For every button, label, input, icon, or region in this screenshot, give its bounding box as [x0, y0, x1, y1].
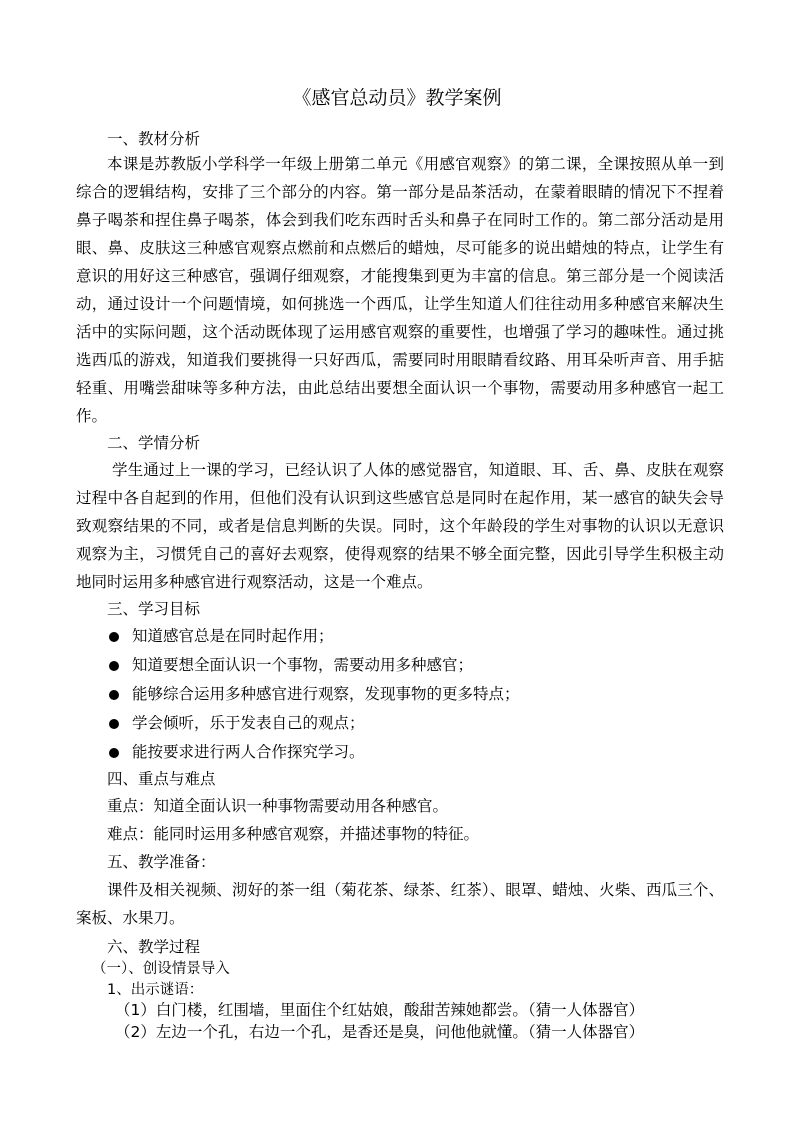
list-item: 知道感官总是在同时起作用；: [107, 622, 520, 651]
difficulty-text: 难点：能同时运用多种感官观察，并描述事物的特征。: [107, 825, 480, 843]
riddle-2: （2）左边一个孔，右边一个孔，是香还是臭，问他他就懂。（猜一人体器官）: [115, 1023, 645, 1041]
riddle-1: （1）白门楼，红围墙，里面住个红姑娘，酸甜苦辣她都尝。（猜一人体器官）: [115, 1001, 645, 1019]
section-heading-key-points: 四、重点与难点: [107, 770, 216, 788]
section-heading-process: 六、教学过程: [107, 938, 201, 956]
list-item: 能够综合运用多种感官进行观察，发现事物的更多特点；: [107, 680, 520, 709]
list-item: 知道要想全面认识一个事物，需要动用多种感官；: [107, 651, 520, 680]
section-heading-materials: 一、教材分析: [107, 130, 201, 148]
paragraph-materials: 本课是苏教版小学科学一年级上册第二单元《用感官观察》的第二课，全课按照从单一到综合的逻辑结构，安排了三个部分的内容。第一部分是品茶活动，在蒙着眼睛的情况下不捏着鼻子喝茶和捏住鼻子喝茶，体会到我们吃东西时舌头和鼻子在同时工作的。第二部分活动是用眼、鼻、皮肤这三种感官观察点燃前和点燃后的蜡烛，尽可能多的说出蜡烛的特点，让学生有意识的用好这三种感官，强调仔细观察，才能搜集到更为丰富的信息。第三部分是一个阅读活动，通过设计一个问题情境，如何挑选一个西瓜，让学生知道人们往往动用多种感官来解决生活中的实际问题，这个活动既体现了运用感官观察的重要性，也增强了学习的趣味性。通过挑选西瓜的游戏，知道我们要挑得一只好西瓜，需要同时用眼睛看纹路、用耳朵听声音、用手掂轻重、用嘴尝甜味等多种方法，由此总结出要想全面认识一个事物，需要动用多种感官一起工作。: [76, 155, 724, 425]
step-label: 1、出示谜语：: [107, 982, 204, 998]
paragraph-students: 学生通过上一课的学习，已经认识了人体的感觉器官，知道眼、耳、舌、鼻、皮肤在观察过程中各自起到的作用，但他们没有认识到这些感官总是同时在起作用，某一感官的缺失会导致观察结果的不同，或者是信息判断的失误。同时，这个年龄段的学生对事物的认识以无意识观察为主，习惯凭自己的喜好去观察，使得观察的结果不够全面完整，因此引导学生积极主动地同时运用多种感官进行观察活动，这是一个难点。: [76, 461, 724, 591]
page-title: 《感官总动员》教学案例: [292, 87, 502, 109]
subsection-heading: （一）、创设情景导入: [92, 961, 230, 977]
list-item: 能按要求进行两人合作探究学习。: [107, 738, 520, 767]
paragraph-preparation: 课件及相关视频、沏好的茶一组（菊花茶、绿茶、红茶）、眼罩、蜡烛、火柴、西瓜三个、案板、水果刀。: [76, 881, 724, 927]
goals-list: [107, 622, 520, 767]
list-item: 学会倾听，乐于发表自己的观点；: [107, 709, 520, 738]
section-heading-goals: 三、学习目标: [107, 600, 201, 618]
section-heading-students: 二、学情分析: [107, 434, 201, 452]
key-point-text: 重点：知道全面认识一种事物需要动用各种感官。: [107, 797, 449, 815]
section-heading-preparation: 五、教学准备：: [107, 853, 216, 871]
